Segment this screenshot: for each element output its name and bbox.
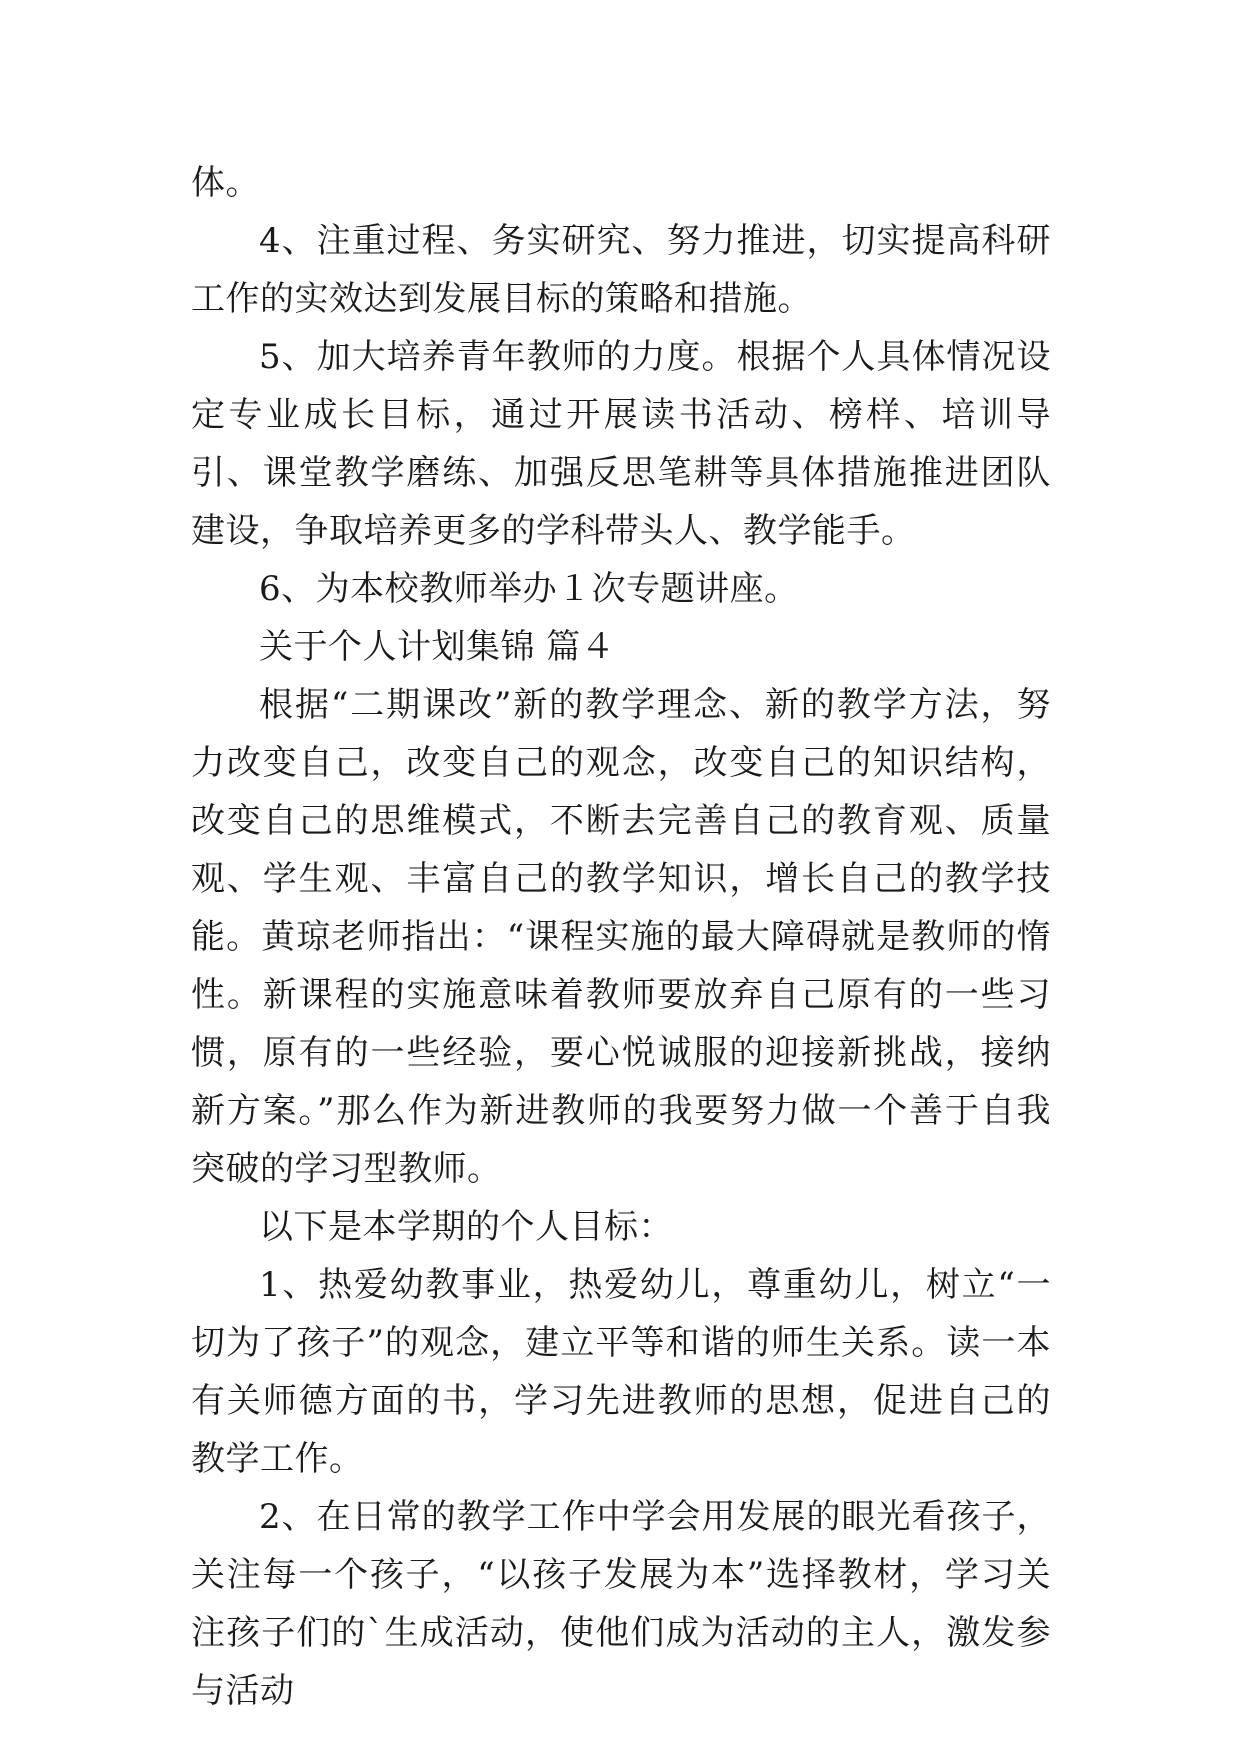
paragraph-continuation: 体。 bbox=[191, 163, 260, 203]
document-body bbox=[191, 154, 1051, 1720]
section-heading: 关于个人计划集锦 篇４ bbox=[259, 627, 616, 667]
paragraph-goal-1: 1、热爱幼教事业，热爱幼儿，尊重幼儿，树立“一切为了孩子”的观念，建立平等和谐的师生关系。读一本有关师德方面的书，学习先进教师的思想，促进自己的教学工作。 bbox=[191, 1265, 1051, 1479]
paragraph-item-6: 6、为本校教师举办１次专题讲座。 bbox=[259, 569, 799, 609]
paragraph-intro: 根据“二期课改”新的教学理念、新的教学方法，努力改变自己，改变自己的观念，改变自己的知识结构，改变自己的思维模式，不断去完善自己的教育观、质量观、学生观、丰富自己的教学知识，增长自己的教学技能。黄琼老师指出：“课程实施的最大障碍就是教师的惰性。新课程的实施意味着教师要放弃自己原有的一些习惯，原有的一些经验，要心悦诚服的迎接新挑战，接纳新方案。”那么作为新进教师的我要努力做一个善于自我突破的学习型教师。 bbox=[191, 685, 1051, 1189]
paragraph-goal-2: 2、在日常的教学工作中学会用发展的眼光看孩子，关注每一个孩子，“以孩子发展为本”选择教材，学习关注孩子们的`生成活动，使他们成为活动的主人，激发参与活动 bbox=[191, 1497, 1051, 1711]
paragraph-item-4: 4、注重过程、务实研究、努力推进，切实提高科研工作的实效达到发展目标的策略和措施。 bbox=[191, 221, 1051, 319]
paragraph-item-5: 5、加大培养青年教师的力度。根据个人具体情况设定专业成长目标，通过开展读书活动、榜样、培训导引、课堂教学磨练、加强反思笔耕等具体措施推进团队建设，争取培养更多的学科带头人、教学能手。 bbox=[191, 337, 1051, 551]
paragraph-goals-lead: 以下是本学期的个人目标： bbox=[259, 1207, 673, 1247]
